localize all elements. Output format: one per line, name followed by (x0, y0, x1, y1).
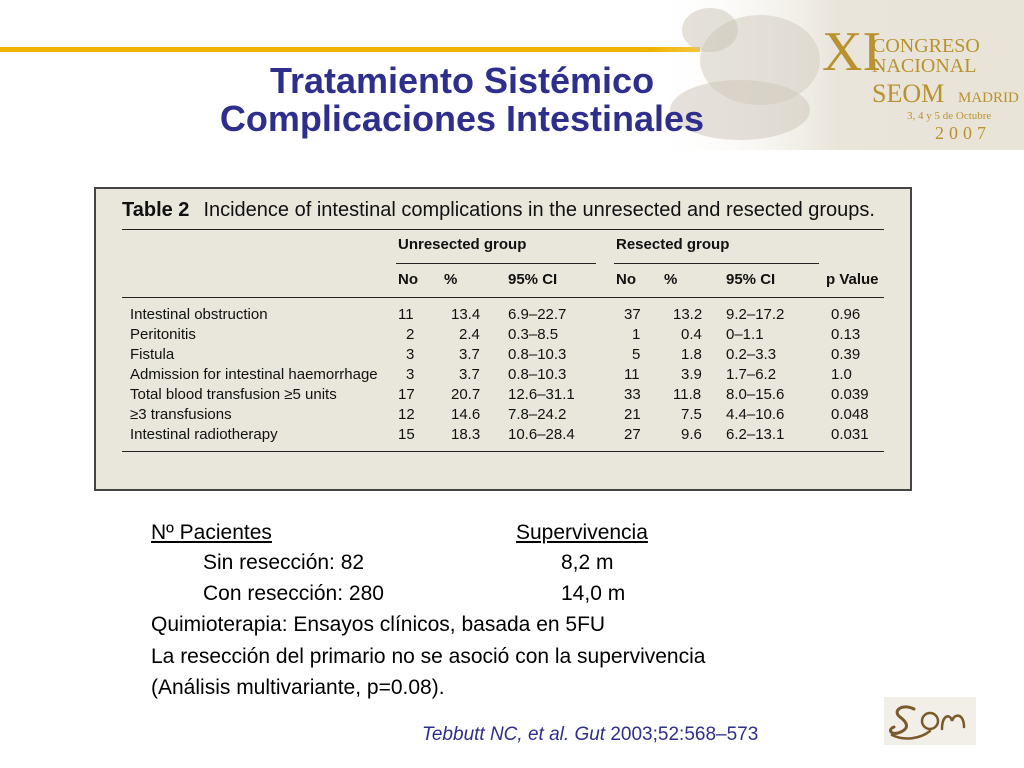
cell-ci-2: 0–1.1 (726, 326, 764, 343)
table-caption (122, 199, 875, 222)
cell-pvalue: 0.048 (831, 406, 869, 423)
cell-pvalue: 0.039 (831, 386, 869, 403)
cell-ci-2: 8.0–15.6 (726, 386, 785, 403)
slide-title (112, 62, 812, 138)
cell-pct-1: 20.7 (451, 386, 481, 403)
cell-pct-1: 18.3 (451, 426, 481, 443)
citation-ref: 2003;52:568–573 (610, 724, 759, 745)
row-label: Peritonitis (130, 326, 196, 343)
cell-ci-1: 10.6–28.4 (508, 426, 575, 443)
rule-top (122, 229, 884, 230)
cell-pct-1: 3.7 (459, 366, 480, 383)
cell-no-1: 3 (406, 366, 415, 383)
cell-no-2: 33 (624, 386, 641, 403)
group-header-resected: Resected group (616, 236, 730, 253)
col-header-pct-1: % (444, 271, 458, 288)
with-resection: Con resección: 280 (203, 582, 384, 605)
cell-ci-1: 0.8–10.3 (508, 366, 567, 383)
cell-no-1: 3 (406, 346, 415, 363)
rule-bottom (122, 451, 884, 452)
cell-no-1: 12 (398, 406, 415, 423)
cell-ci-1: 0.3–8.5 (508, 326, 559, 343)
cell-pvalue: 1.0 (831, 366, 852, 383)
logo-city: MADRID (958, 90, 1019, 106)
col-header-pct-2: % (664, 271, 678, 288)
with-survival: 14,0 m (561, 582, 626, 605)
cell-ci-2: 9.2–17.2 (726, 306, 785, 323)
cell-pct-2: 0.4 (681, 326, 702, 343)
cell-ci-2: 0.2–3.3 (726, 346, 777, 363)
col-header-pvalue: p Value (826, 271, 879, 288)
cell-no-2: 11 (624, 366, 640, 383)
cell-pct-1: 13.4 (451, 306, 481, 323)
cell-no-1: 11 (398, 306, 414, 323)
resection-line: La resección del primario no se asoció con la supervivencia (151, 645, 706, 668)
logo-line1: CONGRESO (872, 35, 980, 57)
cell-pct-2: 13.2 (673, 306, 703, 323)
accent-bar (0, 47, 700, 52)
cell-no-1: 2 (406, 326, 415, 343)
citation-authors: Tebbutt NC, et al. (422, 724, 570, 745)
cell-pvalue: 0.13 (831, 326, 861, 343)
row-label: Intestinal obstruction (130, 306, 268, 323)
row-label: ≥3 transfusions (130, 406, 232, 423)
cell-pct-2: 11.8 (673, 386, 702, 403)
citation-journal: Gut (574, 724, 606, 745)
patients-heading-text: Nº Pacientes (151, 521, 272, 544)
cell-ci-1: 12.6–31.1 (508, 386, 575, 403)
row-label: Intestinal radiotherapy (130, 426, 278, 443)
citation (422, 724, 758, 746)
survival-heading (516, 518, 648, 548)
analysis-line: (Análisis multivariante, p=0.08). (151, 676, 445, 699)
seom-signature-logo (884, 697, 976, 745)
cell-pct-2: 1.8 (681, 346, 702, 363)
cell-ci-2: 6.2–13.1 (726, 426, 785, 443)
logo-brand: SEOM (872, 79, 945, 108)
title-line-1: Tratamiento Sistémico (269, 60, 655, 101)
cell-pvalue: 0.031 (831, 426, 869, 443)
logo-year: 2007 (935, 123, 991, 143)
cell-ci-1: 7.8–24.2 (508, 406, 567, 423)
group-header-unresected: Unresected group (398, 236, 527, 253)
chemo-line: Quimioterapia: Ensayos clínicos, basada en 5FU (151, 613, 606, 636)
cell-ci-1: 0.8–10.3 (508, 346, 567, 363)
without-survival: 8,2 m (561, 551, 614, 574)
cell-no-1: 17 (398, 386, 415, 403)
cell-no-2: 5 (632, 346, 641, 363)
logo-roman: XI (822, 21, 882, 83)
cell-ci-2: 1.7–6.2 (726, 366, 777, 383)
row-label: Admission for intestinal haemorrhage (130, 366, 378, 383)
without-resection: Sin resección: 82 (203, 551, 365, 574)
title-line-2: Complicaciones Intestinales (219, 98, 705, 139)
survival-heading-text: Supervivencia (516, 521, 648, 544)
col-header-ci-1: 95% CI (508, 271, 558, 288)
cell-pvalue: 0.96 (831, 306, 861, 323)
rule-group-resected (614, 263, 819, 264)
rule-group-unresected (396, 263, 596, 264)
row-label: Fistula (130, 346, 175, 363)
col-header-no-1: No (398, 271, 418, 288)
cell-pct-1: 3.7 (459, 346, 480, 363)
rule-header (122, 297, 884, 298)
cell-pct-1: 14.6 (451, 406, 481, 423)
cell-no-2: 21 (624, 406, 641, 423)
cell-pct-2: 3.9 (681, 366, 702, 383)
col-header-ci-2: 95% CI (726, 271, 776, 288)
data-table-image (94, 187, 912, 491)
cell-pvalue: 0.39 (831, 346, 861, 363)
table-caption-text: Incidence of intestinal complications in the unresected and resected groups. (203, 199, 875, 221)
row-label: Total blood transfusion ≥5 units (130, 386, 337, 403)
cell-pct-2: 9.6 (681, 426, 702, 443)
col-header-no-2: No (616, 271, 636, 288)
patients-heading (151, 518, 272, 548)
cell-no-2: 27 (624, 426, 641, 443)
table-label: Table 2 (122, 199, 190, 221)
cell-pct-1: 2.4 (459, 326, 480, 343)
cell-ci-1: 6.9–22.7 (508, 306, 567, 323)
logo-date: 3, 4 y 5 de Octubre (907, 110, 992, 122)
cell-no-2: 37 (624, 306, 641, 323)
cell-no-1: 15 (398, 426, 415, 443)
logo-line2: NACIONAL (872, 55, 977, 77)
cell-no-2: 1 (632, 326, 641, 343)
cell-pct-2: 7.5 (681, 406, 702, 423)
cell-ci-2: 4.4–10.6 (726, 406, 785, 423)
